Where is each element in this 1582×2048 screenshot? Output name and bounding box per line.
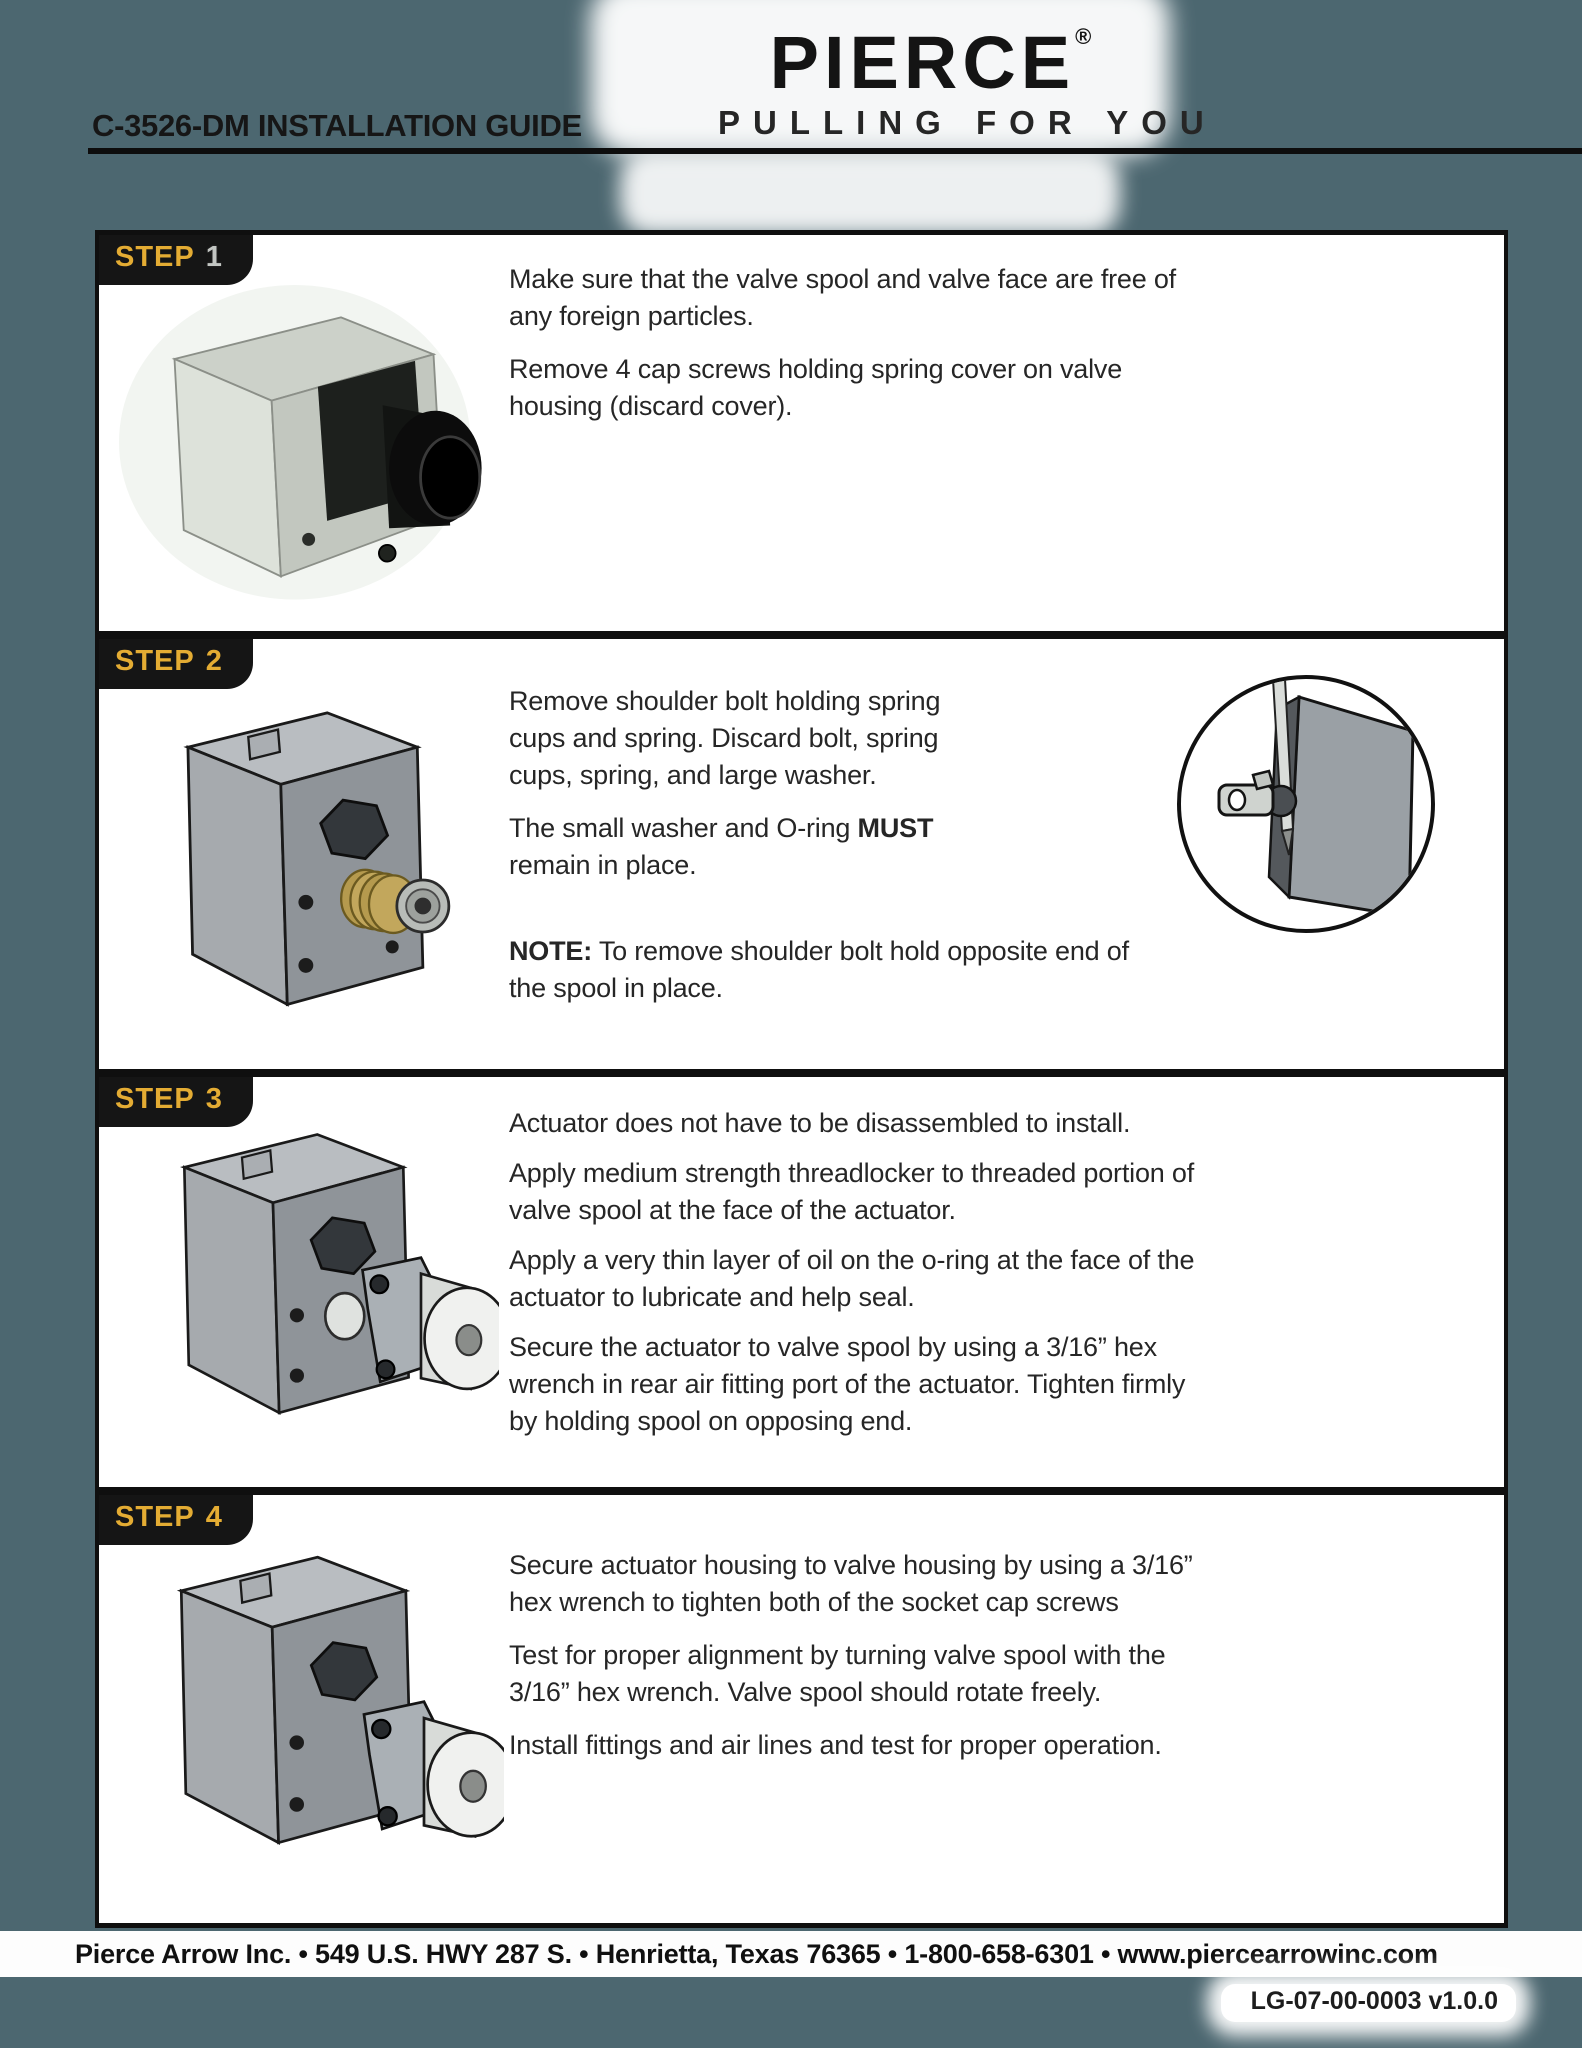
- step-2-section: [99, 631, 1504, 1069]
- note-paragraph: NOTE: To remove shoulder bolt hold opposite end of the spool in place.: [509, 936, 1129, 1003]
- step-3-badge: [99, 1077, 253, 1127]
- scan-white-patch: [620, 150, 1120, 235]
- step-3-instructions: [509, 1077, 1249, 1487]
- step-1-section: [99, 235, 1504, 631]
- document-code: LG-07-00-0003 v1.0.0: [1221, 1984, 1516, 2022]
- valve-housing-spring-drawing: [109, 659, 499, 1049]
- step-number: 1: [205, 241, 223, 273]
- brand-text: PIERCE: [769, 21, 1076, 104]
- instruction-paragraph: The small washer and O-ring MUST remain in place.: [509, 813, 934, 880]
- valve-housing-actuator-drawing: [109, 1090, 499, 1475]
- step-number: 3: [205, 1083, 223, 1115]
- step-label: STEP: [115, 241, 195, 273]
- step-3-illustration: [99, 1077, 509, 1487]
- step-number: 2: [205, 645, 223, 677]
- step-1-instructions: [509, 235, 1249, 631]
- instruction-paragraph: Install fittings and air lines and test for proper operation.: [509, 1730, 1162, 1760]
- step-number: 4: [205, 1501, 223, 1533]
- step-2-illustration: [99, 639, 509, 1069]
- content-frame: [95, 230, 1508, 1928]
- step-2-instructions: [509, 639, 1504, 1069]
- pierce-wordmark: [718, 21, 1148, 104]
- step-4-illustration: [99, 1495, 509, 1923]
- instruction-paragraph: Actuator does not have to be disassembled to install.: [509, 1108, 1131, 1138]
- instruction-paragraph: Test for proper alignment by turning valve spool with the 3/16” hex wrench. Valve spool should rotate freely.: [509, 1640, 1166, 1707]
- instruction-paragraph: Remove 4 cap screws holding spring cover on valve housing (discard cover).: [509, 354, 1123, 421]
- instruction-paragraph: Apply medium strength threadlocker to threaded portion of valve spool at the face of the actuator.: [509, 1158, 1194, 1225]
- step-4-badge: [99, 1495, 253, 1545]
- valve-actuator-photo-drawing: [109, 248, 499, 618]
- page-title: C-3526-DM INSTALLATION GUIDE: [92, 108, 582, 143]
- instruction-paragraph: Secure actuator housing to valve housing by using a 3/16” hex wrench to tighten both of the socket cap screws: [509, 1550, 1193, 1617]
- step-2-badge: [99, 639, 253, 689]
- step-4-section: [99, 1487, 1504, 1923]
- step-label: STEP: [115, 1501, 195, 1533]
- valve-housing-actuator-drawing: [104, 1509, 504, 1909]
- instruction-paragraph: Remove shoulder bolt holding spring cups and spring. Discard bolt, spring cups, spring, and large washer.: [509, 686, 941, 790]
- registered-trademark-icon: ®: [1075, 24, 1097, 49]
- step-1-badge: [99, 235, 253, 285]
- detail-inset-drawing: [1181, 679, 1423, 921]
- step-label: STEP: [115, 1083, 195, 1115]
- step-1-illustration: [99, 235, 509, 631]
- footer-address: Pierce Arrow Inc. • 549 U.S. HWY 287 S. • Henrietta, Texas 76365 • 1-800-658-6301 • www.piercearrowinc.com: [75, 1938, 1438, 1969]
- footer-address-bar: [0, 1931, 1582, 1977]
- pierce-tagline: PULLING FOR YOU: [718, 104, 1217, 141]
- step-2-text-column: [509, 683, 984, 933]
- instruction-paragraph: Make sure that the valve spool and valve face are free of any foreign particles.: [509, 264, 1176, 331]
- instruction-paragraph: Apply a very thin layer of oil on the o-ring at the face of the actuator to lubricate and help seal.: [509, 1245, 1195, 1312]
- shoulder-bolt-detail-inset: [1177, 675, 1435, 933]
- step-label: STEP: [115, 645, 195, 677]
- step-4-instructions: [509, 1495, 1249, 1923]
- step-3-section: [99, 1069, 1504, 1487]
- header-divider: [88, 148, 1582, 154]
- instruction-paragraph: Secure the actuator to valve spool by using a 3/16” hex wrench in rear air fitting port of the actuator. Tighten firmly by holding spool on opposing end.: [509, 1332, 1186, 1436]
- pierce-logo: [718, 21, 1217, 141]
